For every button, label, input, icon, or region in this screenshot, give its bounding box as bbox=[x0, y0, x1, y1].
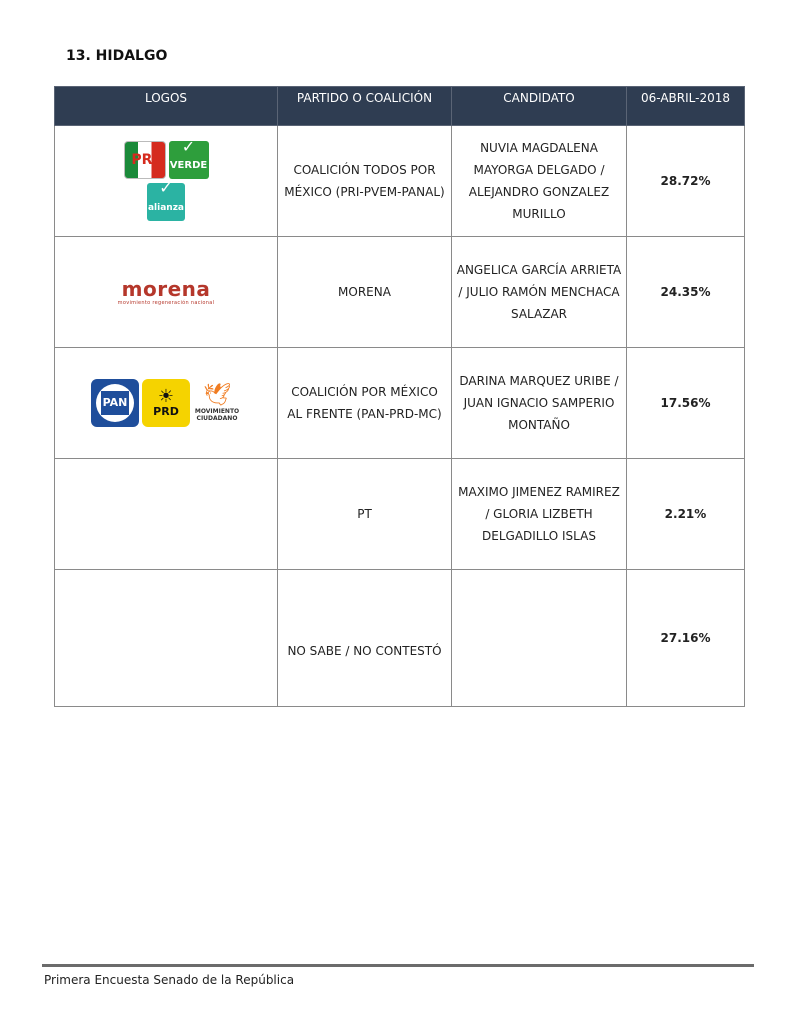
logos-cell bbox=[55, 126, 278, 237]
header-date: 06-ABRIL-2018 bbox=[627, 87, 745, 126]
table-row bbox=[55, 570, 745, 707]
morena-logo: morena movimiento regeneración nacional bbox=[117, 277, 215, 306]
header-party: PARTIDO O COALICIÓN bbox=[278, 87, 452, 126]
results-table bbox=[54, 86, 745, 707]
header-logos: LOGOS bbox=[55, 87, 278, 126]
candidate-cell: MAXIMO JIMENEZ RAMIREZ / GLORIA LIZBETH DELGADILLO ISLAS bbox=[452, 459, 627, 570]
candidate-cell: ANGELICA GARCÍA ARRIETA / JULIO RAMÓN MENCHACA SALAZAR bbox=[452, 237, 627, 348]
party-cell: NO SABE / NO CONTESTÓ bbox=[278, 570, 452, 707]
header-candidate: CANDIDATO bbox=[452, 87, 627, 126]
logos-cell bbox=[55, 348, 278, 459]
percent-cell: 24.35% bbox=[627, 237, 745, 348]
logos-cell bbox=[55, 459, 278, 570]
candidate-cell bbox=[452, 570, 627, 707]
section-title: 13. HIDALGO bbox=[66, 48, 168, 64]
table-row bbox=[55, 126, 745, 237]
table-row bbox=[55, 459, 745, 570]
movimiento-ciudadano-logo: 🕊 MOVIMIENTO CIUDADANO bbox=[194, 383, 240, 422]
footer-divider bbox=[42, 964, 754, 967]
party-cell: COALICIÓN TODOS POR MÉXICO (PRI-PVEM-PANAL) bbox=[278, 126, 452, 237]
table-row bbox=[55, 237, 745, 348]
pan-logo: PAN bbox=[91, 379, 139, 427]
pri-logo: PRI bbox=[124, 141, 166, 179]
logos-cell bbox=[55, 570, 278, 707]
percent-cell: 2.21% bbox=[627, 459, 745, 570]
party-cell: COALICIÓN POR MÉXICO AL FRENTE (PAN-PRD-MC) bbox=[278, 348, 452, 459]
verde-logo: ✓ VERDE bbox=[169, 141, 209, 179]
alianza-logo: ✓ alianza bbox=[147, 183, 185, 221]
table-row bbox=[55, 348, 745, 459]
percent-cell: 28.72% bbox=[627, 126, 745, 237]
footer-text: Primera Encuesta Senado de la República bbox=[44, 973, 295, 987]
party-cell: PT bbox=[278, 459, 452, 570]
percent-cell: 17.56% bbox=[627, 348, 745, 459]
prd-logo: ☀ PRD bbox=[142, 379, 190, 427]
candidate-cell: DARINA MARQUEZ URIBE / JUAN IGNACIO SAMPERIO MONTAÑO bbox=[452, 348, 627, 459]
candidate-cell: NUVIA MAGDALENA MAYORGA DELGADO / ALEJANDRO GONZALEZ MURILLO bbox=[452, 126, 627, 237]
party-cell: MORENA bbox=[278, 237, 452, 348]
table-header-row bbox=[55, 87, 745, 126]
logos-cell bbox=[55, 237, 278, 348]
percent-cell: 27.16% bbox=[627, 570, 745, 707]
